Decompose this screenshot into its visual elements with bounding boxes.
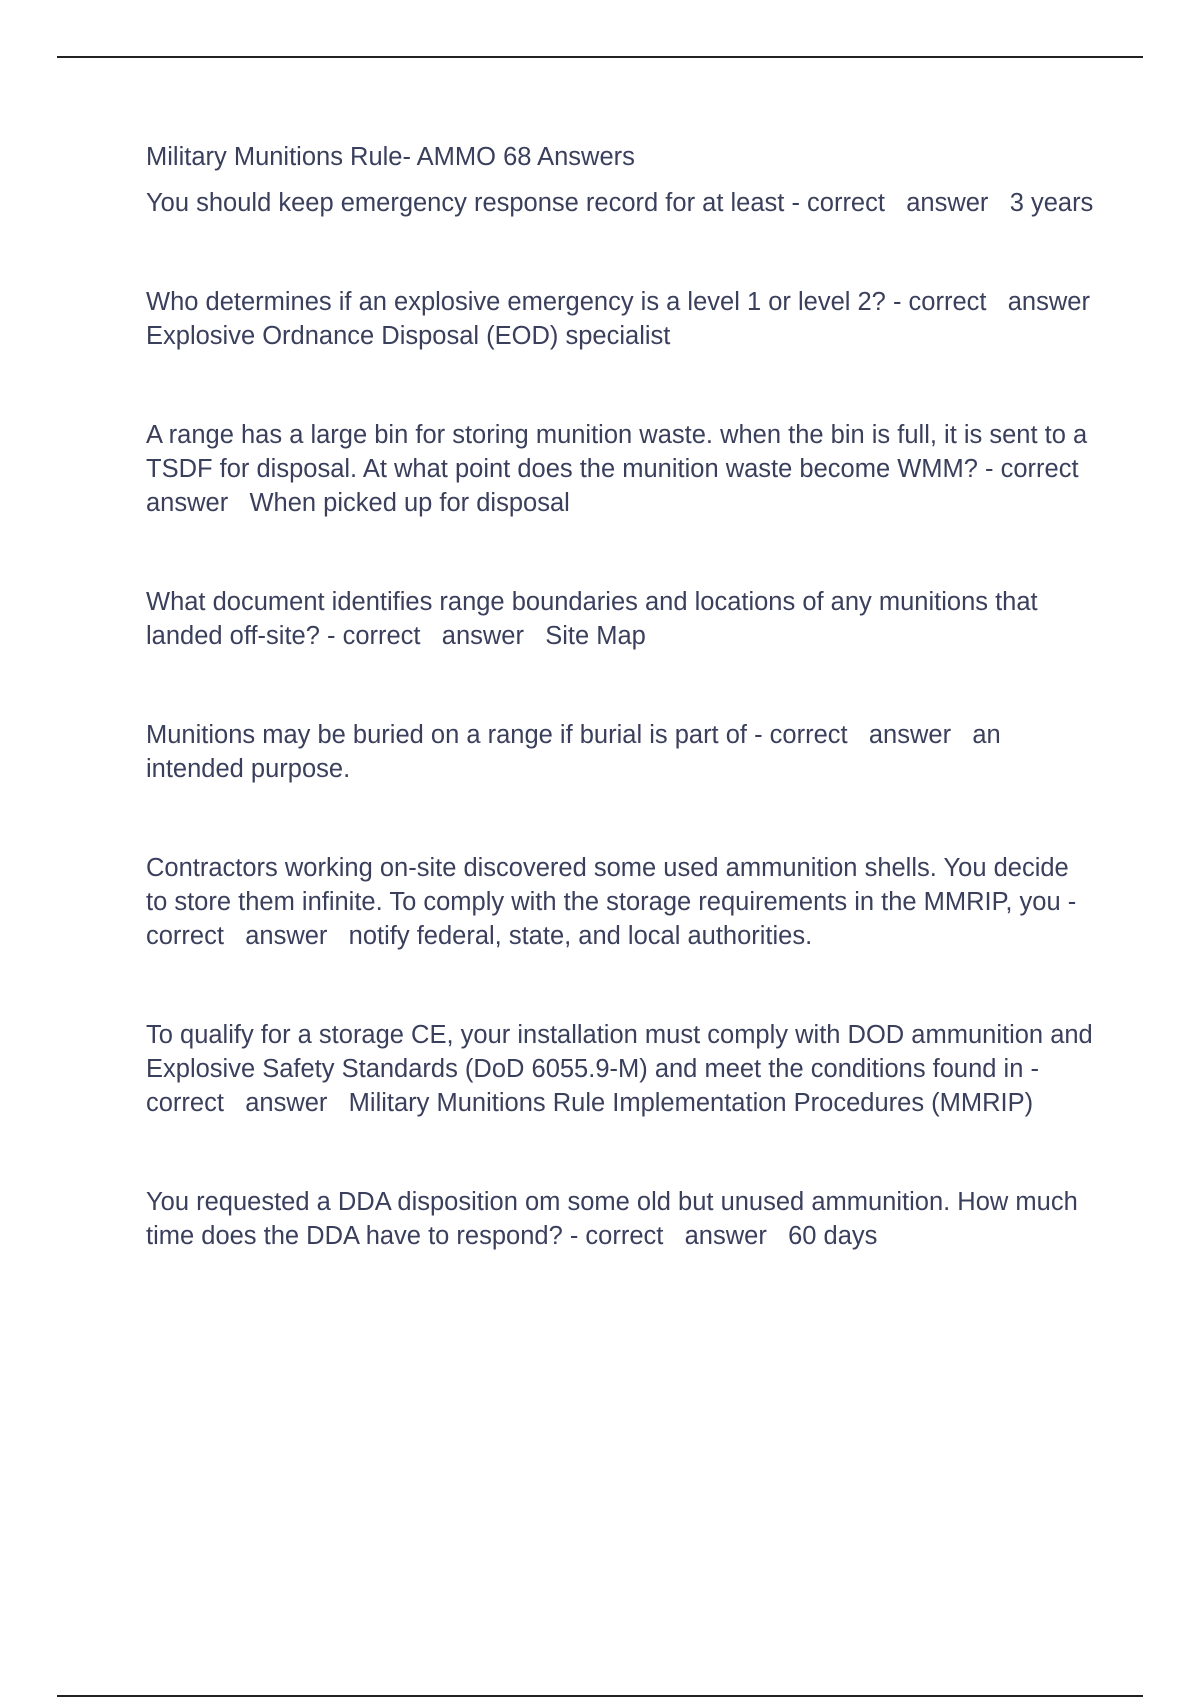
answer-label: answer: [146, 489, 229, 517]
answer-text: notify federal, state, and local authorities.: [348, 922, 813, 950]
answer-text: When picked up for disposal: [249, 489, 570, 517]
qa-item-5: [146, 718, 1096, 786]
question-text: To qualify for a storage CE, your installation must comply with DOD ammunition and Explosive Safety Standards (DoD 6055.9-M) and meet the conditions found in - correct: [146, 1021, 1100, 1117]
qa-item-3: [146, 418, 1096, 520]
qa-item-8: [146, 1185, 1096, 1253]
answer-text: an intended purpose.: [146, 721, 1008, 783]
document-title: Military Munitions Rule- AMMO 68 Answers: [146, 143, 635, 171]
answer-label: answer: [868, 721, 952, 749]
question-text: You requested a DDA disposition om some old but unused ammunition. How much time does the DDA have to respond? - correct: [146, 1188, 1085, 1250]
answer-label: answer: [684, 1222, 767, 1250]
answer-text: Site Map: [545, 622, 646, 650]
footer-rule: [57, 1695, 1143, 1697]
answer-text: 3 years: [1009, 189, 1094, 217]
question-text: Munitions may be buried on a range if burial is part of - correct: [146, 721, 848, 749]
answer-label: answer: [441, 622, 524, 650]
qa-item-6: [146, 851, 1096, 953]
header-rule: [57, 56, 1143, 58]
question-text: A range has a large bin for storing munition waste. when the bin is full, it is sent to a TSDF for disposal. At what point does the munition waste become WMM? - correct: [146, 421, 1094, 483]
document-body: [146, 140, 1100, 1253]
question-text: Contractors working on-site discovered some used ammunition shells. You decide to store them infinite. To comply with the storage requirements in the MMRIP, you - correct: [146, 854, 1084, 950]
answer-label: answer: [245, 1089, 328, 1117]
answer-text: 60 days: [788, 1222, 878, 1250]
question-text: Who determines if an explosive emergency is a level 1 or level 2? - correct: [146, 288, 987, 316]
qa-item-7: [146, 1018, 1100, 1120]
qa-item-2: [146, 285, 1096, 353]
answer-text: Explosive Ordnance Disposal (EOD) specialist: [146, 322, 671, 350]
question-text: What document identifies range boundaries and locations of any munitions that landed off-site? - correct: [146, 588, 1045, 650]
answer-label: answer: [245, 922, 328, 950]
answer-label: answer: [1007, 288, 1090, 316]
qa-item-1: [146, 186, 1096, 220]
answer-label: answer: [906, 189, 989, 217]
answer-text: Military Munitions Rule Implementation Procedures (MMRIP): [348, 1089, 1034, 1117]
qa-item-4: [146, 585, 1096, 653]
question-text: You should keep emergency response record for at least - correct: [146, 189, 885, 217]
